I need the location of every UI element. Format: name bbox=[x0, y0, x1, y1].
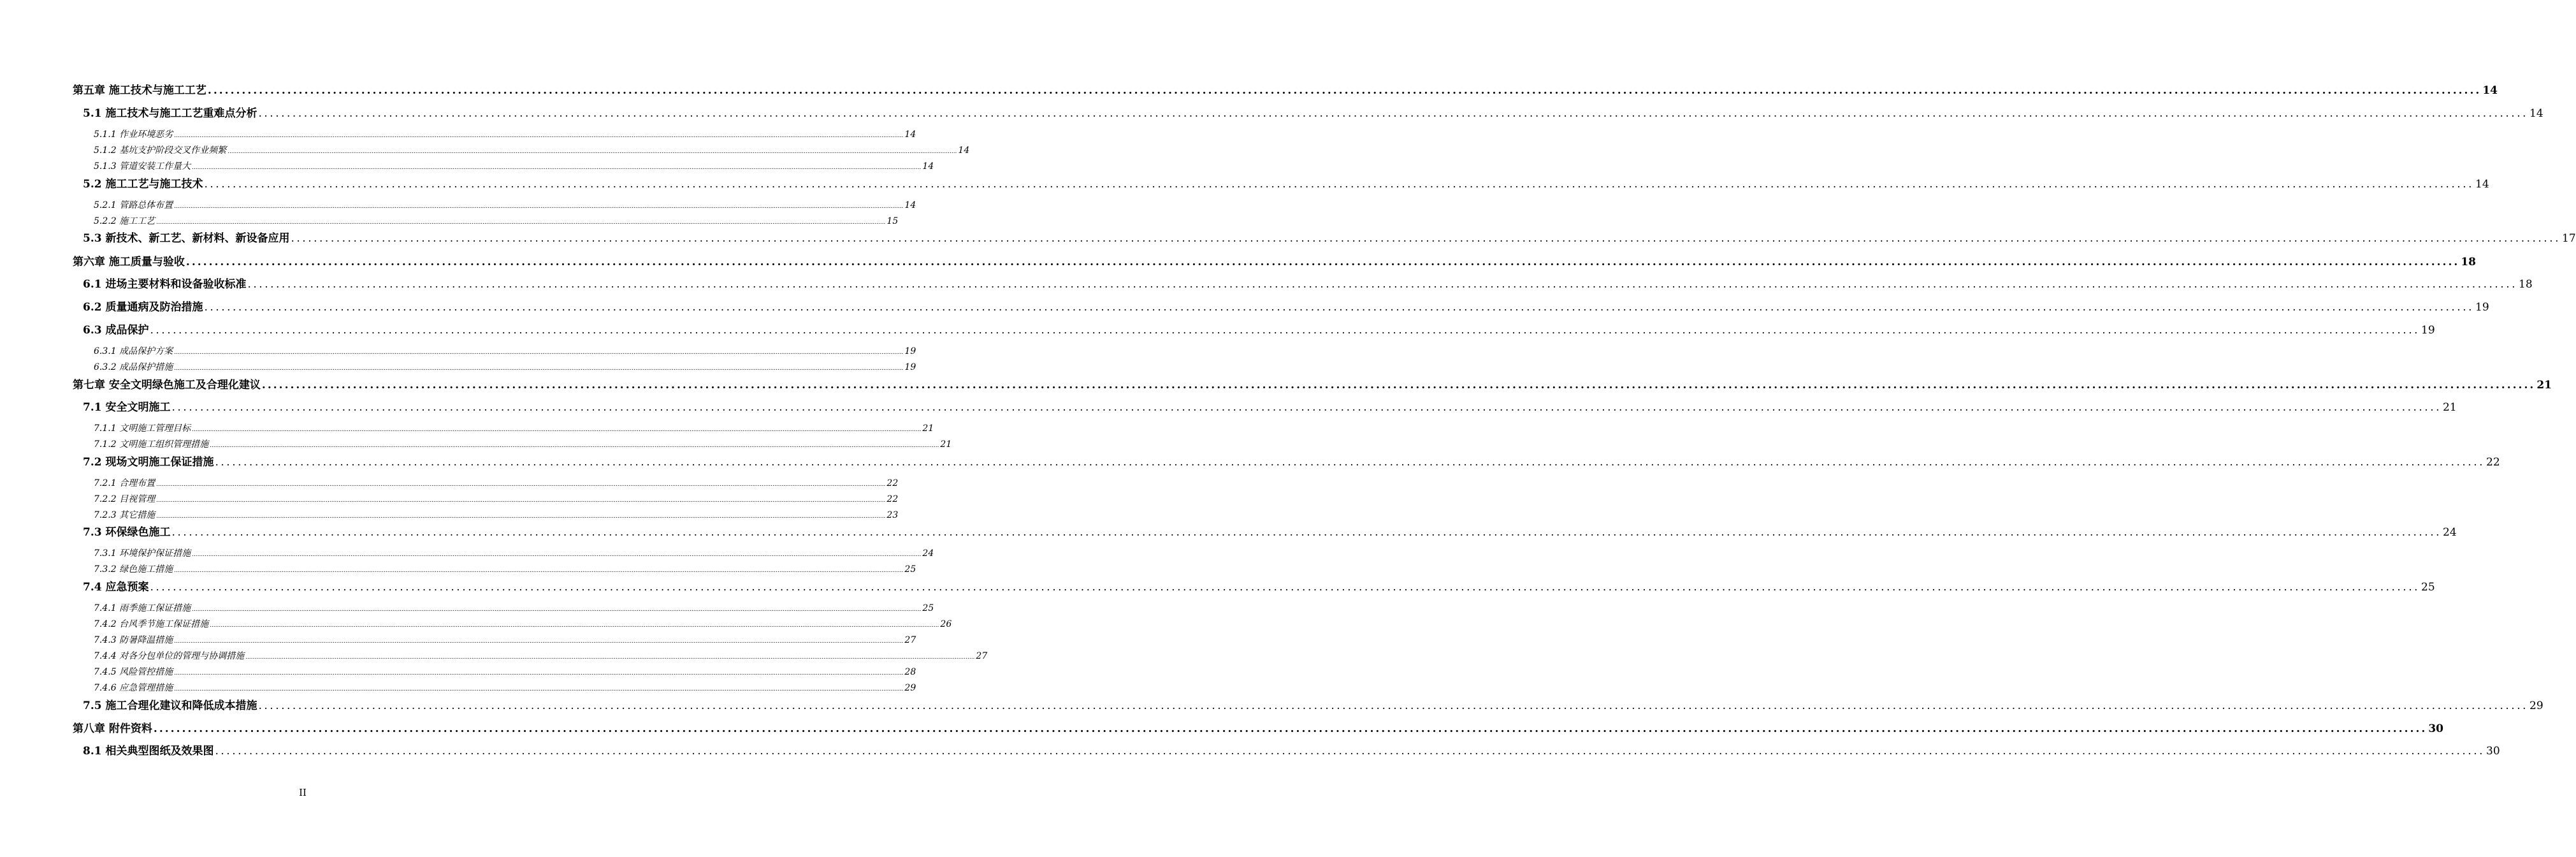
toc-entry-page: 14 bbox=[958, 145, 970, 156]
toc-entry-level-3[interactable] bbox=[94, 214, 899, 227]
page-number: II bbox=[299, 787, 307, 798]
toc-entry-page: 30 bbox=[2428, 722, 2443, 735]
toc-entry-page: 17 bbox=[2562, 232, 2576, 245]
toc-dot-leader: ................................................................................................................................................................................................................................................................................................................................................................................................................ bbox=[156, 513, 886, 520]
toc-entry-level-3[interactable] bbox=[94, 649, 988, 662]
toc-entry-page: 27 bbox=[976, 651, 988, 661]
toc-entry-level-2[interactable] bbox=[83, 696, 2543, 712]
toc-entry-page: 25 bbox=[2421, 581, 2435, 594]
toc-dot-leader: ................................................................................................................................................................................................................................................................................................................................................................................................................ bbox=[261, 379, 2536, 392]
toc-dot-leader: ................................................................................................................................................................................................................................................................................................................................................................................................................ bbox=[215, 745, 2486, 758]
toc-dot-leader: ................................................................................................................................................................................................................................................................................................................................................................................................................ bbox=[247, 278, 2518, 291]
toc-dot-leader: ................................................................................................................................................................................................................................................................................................................................................................................................................ bbox=[150, 324, 2420, 337]
toc-dot-leader: ................................................................................................................................................................................................................................................................................................................................................................................................................ bbox=[156, 497, 886, 504]
toc-entry-title: 5.1 施工技术与施工工艺重难点分析 bbox=[83, 107, 257, 120]
toc-entry-level-3[interactable] bbox=[94, 617, 952, 630]
toc-entry-page: 14 bbox=[2529, 107, 2543, 120]
toc-entry-page: 23 bbox=[886, 510, 899, 520]
toc-dot-leader: ................................................................................................................................................................................................................................................................................................................................................................................................................ bbox=[291, 232, 2561, 245]
toc-entry-title: 7.4.3 防暑降温措施 bbox=[94, 635, 173, 645]
toc-dot-leader: ................................................................................................................................................................................................................................................................................................................................................................................................................ bbox=[174, 670, 904, 677]
toc-entry-page: 14 bbox=[2475, 178, 2489, 191]
toc-entry-title: 第八章 附件资料 bbox=[73, 722, 152, 735]
toc-entry-level-2[interactable] bbox=[83, 742, 2500, 758]
toc-entry-level-3[interactable] bbox=[94, 421, 934, 434]
toc-entry-page: 22 bbox=[2486, 456, 2500, 469]
toc-dot-leader: ................................................................................................................................................................................................................................................................................................................................................................................................................ bbox=[171, 526, 2442, 539]
toc-entry-page: 21 bbox=[2443, 401, 2457, 414]
toc-dot-leader: ................................................................................................................................................................................................................................................................................................................................................................................................................ bbox=[185, 256, 2460, 268]
toc-entry-level-2[interactable] bbox=[83, 175, 2489, 191]
toc-entry-title: 5.2 施工工艺与施工技术 bbox=[83, 178, 203, 191]
toc-dot-leader: ................................................................................................................................................................................................................................................................................................................................................................................................................ bbox=[174, 568, 904, 574]
toc-entry-title: 7.2.2 目视管理 bbox=[94, 494, 156, 504]
toc-entry-level-3[interactable] bbox=[94, 437, 952, 450]
toc-entry-level-1[interactable] bbox=[73, 81, 2498, 97]
toc-dot-leader: ................................................................................................................................................................................................................................................................................................................................................................................................................ bbox=[174, 349, 904, 356]
toc-entry-level-1[interactable] bbox=[73, 253, 2476, 268]
toc-entry-page: 18 bbox=[2461, 256, 2476, 268]
toc-dot-leader: ................................................................................................................................................................................................................................................................................................................................................................................................................ bbox=[174, 133, 904, 139]
toc-entry-title: 5.1.1 作业环境恶劣 bbox=[94, 129, 173, 140]
toc-dot-leader: ................................................................................................................................................................................................................................................................................................................................................................................................................ bbox=[215, 456, 2486, 469]
toc-entry-page: 19 bbox=[904, 362, 916, 372]
toc-entry-page: 25 bbox=[904, 564, 916, 575]
toc-dot-leader: ................................................................................................................................................................................................................................................................................................................................................................................................................ bbox=[174, 365, 904, 372]
toc-entry-page: 25 bbox=[922, 603, 934, 613]
toc-dot-leader: ................................................................................................................................................................................................................................................................................................................................................................................................................ bbox=[210, 622, 939, 629]
toc-entry-title: 7.4.2 台风季节施工保证措施 bbox=[94, 619, 209, 629]
toc-entry-title: 7.3.1 环境保护保证措施 bbox=[94, 548, 191, 559]
toc-entry-page: 14 bbox=[922, 161, 934, 172]
toc-dot-leader: ................................................................................................................................................................................................................................................................................................................................................................................................................ bbox=[192, 552, 922, 558]
toc-entry-page: 24 bbox=[922, 548, 934, 559]
toc-entry-title: 7.4.5 风险管控措施 bbox=[94, 667, 173, 677]
toc-entry-page: 22 bbox=[886, 494, 899, 504]
toc-entry-page: 19 bbox=[2475, 301, 2489, 314]
toc-entry-page: 21 bbox=[2536, 379, 2552, 392]
toc-entry-level-3[interactable] bbox=[94, 198, 916, 211]
toc-entry-page: 29 bbox=[904, 683, 916, 693]
toc-entry-level-2[interactable] bbox=[83, 398, 2457, 414]
toc-dot-leader: ................................................................................................................................................................................................................................................................................................................................................................................................................ bbox=[258, 107, 2529, 120]
toc-entry-level-3[interactable] bbox=[94, 360, 916, 373]
toc-entry-level-3[interactable] bbox=[94, 344, 916, 357]
toc-entry-level-2[interactable] bbox=[83, 578, 2435, 594]
toc-entry-level-3[interactable] bbox=[94, 159, 934, 172]
toc-entry-level-2[interactable] bbox=[83, 523, 2457, 539]
toc-entry-title: 6.3.2 成品保护措施 bbox=[94, 362, 173, 372]
toc-entry-page: 14 bbox=[904, 200, 916, 210]
toc-entry-page: 27 bbox=[904, 635, 916, 645]
toc-entry-level-3[interactable] bbox=[94, 562, 916, 575]
toc-dot-leader: ................................................................................................................................................................................................................................................................................................................................................................................................................ bbox=[204, 178, 2475, 191]
toc-entry-title: 7.1 安全文明施工 bbox=[83, 401, 171, 414]
toc-entry-level-3[interactable] bbox=[94, 665, 916, 678]
toc-dot-leader: ................................................................................................................................................................................................................................................................................................................................................................................................................ bbox=[204, 301, 2475, 314]
toc-entry-title: 7.3.2 绿色施工措施 bbox=[94, 564, 173, 575]
toc-entry-level-1[interactable] bbox=[73, 719, 2443, 735]
toc-entry-page: 28 bbox=[904, 667, 916, 677]
toc-entry-page: 14 bbox=[904, 129, 916, 140]
toc-entry-level-3[interactable] bbox=[94, 681, 916, 694]
toc-dot-leader: ................................................................................................................................................................................................................................................................................................................................................................................................................ bbox=[245, 654, 975, 661]
toc-entry-title: 7.1.2 文明施工组织管理措施 bbox=[94, 439, 209, 450]
toc-entry-title: 5.1.2 基坑支护阶段交叉作业频繁 bbox=[94, 145, 227, 156]
toc-entry-page: 22 bbox=[886, 478, 899, 488]
toc-entry-page: 19 bbox=[904, 346, 916, 356]
toc-entry-title: 7.2.3 其它措施 bbox=[94, 510, 156, 520]
toc-dot-leader: ................................................................................................................................................................................................................................................................................................................................................................................................................ bbox=[258, 700, 2529, 712]
toc-entry-title: 6.2 质量通病及防治措施 bbox=[83, 301, 203, 314]
toc-entry-level-3[interactable] bbox=[94, 508, 899, 521]
toc-entry-level-2[interactable] bbox=[83, 104, 2543, 120]
toc-entry-title: 7.2 现场文明施工保证措施 bbox=[83, 456, 214, 469]
toc-dot-leader: ................................................................................................................................................................................................................................................................................................................................................................................................................ bbox=[228, 149, 957, 155]
toc-entry-page: 18 bbox=[2519, 278, 2533, 291]
toc-entry-level-3[interactable] bbox=[94, 633, 916, 646]
toc-entry-title: 6.3 成品保护 bbox=[83, 324, 149, 337]
toc-entry-page: 24 bbox=[2443, 526, 2457, 539]
toc-entry-level-3[interactable] bbox=[94, 476, 899, 489]
toc-entry-title: 7.4.1 雨季施工保证措施 bbox=[94, 603, 191, 613]
toc-entry-title: 5.2.2 施工工艺 bbox=[94, 216, 156, 226]
toc-dot-leader: ................................................................................................................................................................................................................................................................................................................................................................................................................ bbox=[192, 165, 922, 171]
toc-entry-page: 21 bbox=[922, 423, 934, 434]
toc-entry-level-3[interactable] bbox=[94, 546, 934, 559]
toc-entry-level-3[interactable] bbox=[94, 601, 934, 614]
toc-entry-title: 7.4.6 应急管理措施 bbox=[94, 683, 173, 693]
toc-entry-title: 8.1 相关典型图纸及效果图 bbox=[83, 745, 214, 758]
toc-dot-leader: ................................................................................................................................................................................................................................................................................................................................................................................................................ bbox=[153, 722, 2428, 735]
toc-entry-level-2[interactable] bbox=[83, 298, 2489, 314]
toc-entry-page: 15 bbox=[886, 216, 899, 226]
toc-entry-title: 7.5 施工合理化建议和降低成本措施 bbox=[83, 700, 257, 712]
toc-dot-leader: ................................................................................................................................................................................................................................................................................................................................................................................................................ bbox=[207, 84, 2482, 97]
toc-dot-leader: ................................................................................................................................................................................................................................................................................................................................................................................................................ bbox=[156, 481, 886, 488]
toc-dot-leader: ................................................................................................................................................................................................................................................................................................................................................................................................................ bbox=[171, 401, 2442, 414]
toc-entry-title: 第五章 施工技术与施工工艺 bbox=[73, 84, 206, 97]
toc-entry-title: 6.3.1 成品保护方案 bbox=[94, 346, 173, 356]
toc-dot-leader: ................................................................................................................................................................................................................................................................................................................................................................................................................ bbox=[192, 427, 922, 433]
toc-dot-leader: ................................................................................................................................................................................................................................................................................................................................................................................................................ bbox=[192, 606, 922, 613]
toc-entry-level-2[interactable] bbox=[83, 453, 2500, 469]
toc-entry-title: 第六章 施工质量与验收 bbox=[73, 256, 185, 268]
toc-dot-leader: ................................................................................................................................................................................................................................................................................................................................................................................................................ bbox=[174, 686, 904, 692]
toc-entry-title: 第七章 安全文明绿色施工及合理化建议 bbox=[73, 379, 261, 392]
toc-entry-level-2[interactable] bbox=[83, 275, 2533, 291]
toc-entry-level-3[interactable] bbox=[94, 492, 899, 505]
toc-entry-level-3[interactable] bbox=[94, 128, 916, 140]
toc-entry-page: 19 bbox=[2421, 324, 2435, 337]
toc-entry-level-3[interactable] bbox=[94, 143, 970, 156]
toc-dot-leader: ................................................................................................................................................................................................................................................................................................................................................................................................................ bbox=[174, 203, 904, 210]
toc-entry-title: 5.1.3 管道安装工作量大 bbox=[94, 161, 191, 172]
toc-entry-title: 7.4 应急预案 bbox=[83, 581, 149, 594]
toc-entry-title: 6.1 进场主要材料和设备验收标准 bbox=[83, 278, 247, 291]
toc-dot-leader: ................................................................................................................................................................................................................................................................................................................................................................................................................ bbox=[210, 443, 939, 449]
toc-entry-page: 29 bbox=[2529, 700, 2543, 712]
toc-entry-title: 7.1.1 文明施工管理目标 bbox=[94, 423, 191, 434]
toc-entry-page: 14 bbox=[2482, 84, 2498, 97]
toc-entry-page: 21 bbox=[940, 439, 952, 450]
toc-entry-level-1[interactable] bbox=[73, 376, 2552, 392]
toc-entry-title: 7.3 环保绿色施工 bbox=[83, 526, 171, 539]
toc-dot-leader: ................................................................................................................................................................................................................................................................................................................................................................................................................ bbox=[174, 638, 904, 645]
toc-dot-leader: ................................................................................................................................................................................................................................................................................................................................................................................................................ bbox=[156, 219, 886, 226]
toc-entry-title: 5.3 新技术、新工艺、新材料、新设备应用 bbox=[83, 232, 290, 245]
toc-entry-page: 30 bbox=[2486, 745, 2500, 758]
toc-entry-level-2[interactable] bbox=[83, 229, 2576, 245]
toc-entry-level-2[interactable] bbox=[83, 321, 2435, 337]
toc-entry-title: 7.4.4 对各分包单位的管理与协调措施 bbox=[94, 651, 245, 661]
toc-entry-page: 26 bbox=[940, 619, 952, 629]
toc-entry-title: 5.2.1 管路总体布置 bbox=[94, 200, 173, 210]
toc-dot-leader: ................................................................................................................................................................................................................................................................................................................................................................................................................ bbox=[150, 581, 2420, 594]
toc-entry-title: 7.2.1 合理布置 bbox=[94, 478, 156, 488]
